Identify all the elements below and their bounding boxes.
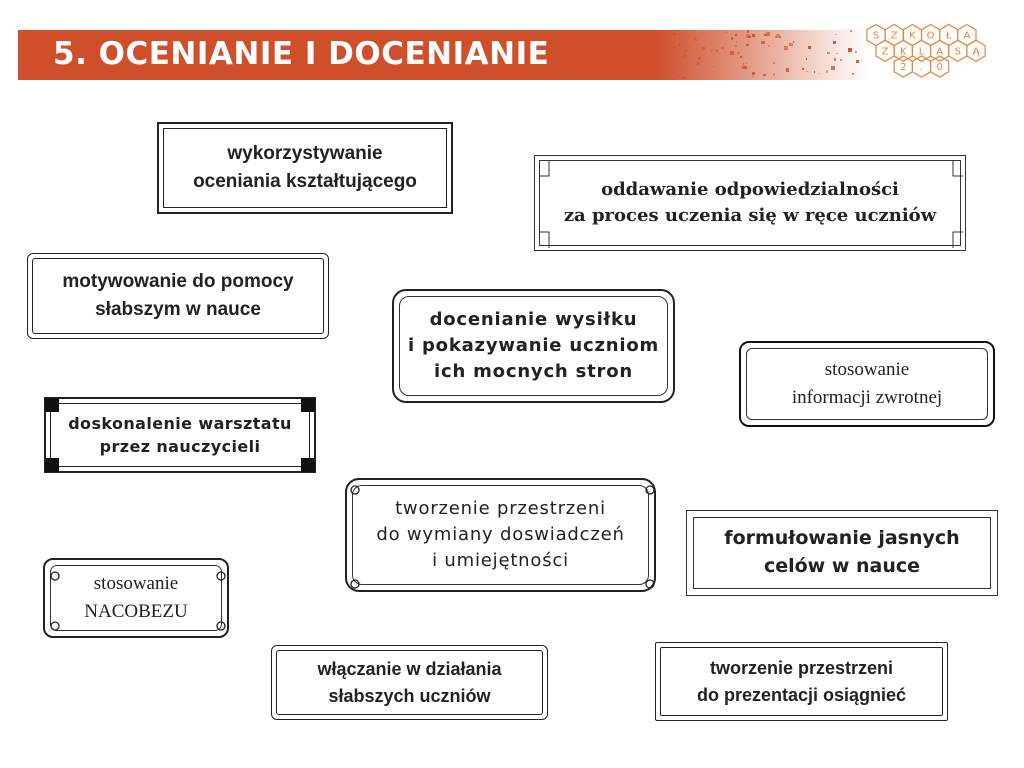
card-line: motywowanie do pomocy [62,271,294,293]
card-line: słabszym w nauce [95,299,261,320]
speck-decoration [747,30,749,32]
speck-decoration [678,43,680,45]
speck-decoration [736,41,737,42]
card-teacher-development [44,397,316,473]
speck-decoration [836,53,838,55]
card-nacobezu [43,558,229,638]
speck-decoration [735,45,737,47]
speck-decoration [834,58,836,60]
card-line: doskonalenie warsztatu [68,413,292,433]
card-line: stosowanie [824,359,910,381]
speck-decoration [855,51,857,53]
speck-decoration [840,59,842,61]
speck-decoration [848,48,852,52]
speck-decoration [773,62,775,64]
card-line: wykorzystywanie [227,143,383,165]
speck-decoration [763,74,766,77]
speck-decoration [742,66,745,69]
logo-letter: K [909,30,916,42]
card-line: i pokazywanie uczniom [407,334,660,356]
card-line: ich mocnych stron [434,361,633,383]
logo-letter: 2 [900,62,907,73]
speck-decoration [752,76,753,77]
card-feedback [739,341,995,427]
speck-decoration [697,62,700,65]
speck-decoration [684,49,687,52]
card-line: oceniania kształtującego [193,171,417,192]
card-responsibility [534,155,966,251]
speck-decoration [675,34,677,36]
logo-letter: 0 [936,62,943,73]
card-motivating-help [27,253,329,339]
card-line: tworzenie przestrzeni [709,658,894,679]
card-line: docenianie wysiłku [429,308,638,330]
speck-decoration [752,34,755,37]
speck-decoration [773,73,775,75]
speck-decoration [731,37,734,40]
speck-decoration [793,41,795,43]
speck-decoration [735,34,737,36]
card-line: do prezentacji osiągnieć [696,684,907,705]
speck-decoration [726,31,728,33]
speck-decoration [673,33,675,35]
card-line: informacji zwrotnej [791,387,943,408]
speck-decoration [784,46,788,50]
speck-decoration [806,58,807,59]
card-line: do wymiany doswiadczeń [376,523,625,545]
speck-decoration [856,60,859,63]
card-line: słabszych uczniów [328,685,491,706]
card-line: tworzenie przestrzeni [395,497,606,519]
card-line: celów w nauce [763,555,921,577]
speck-decoration [835,34,836,35]
card-line: NACOBEZU [84,601,188,622]
speck-decoration [850,30,852,32]
speck-decoration [852,73,854,75]
card-line: formułowanie jasnych [724,527,960,550]
speck-decoration [710,49,712,51]
speck-decoration [831,66,835,70]
card-line: włączanie w działania [317,659,502,680]
logo-letter: A [963,30,971,42]
speck-decoration [746,44,749,47]
speck-decoration [826,70,829,73]
speck-decoration [698,57,701,60]
logo-letter: A [936,46,944,58]
logo-letter: S [954,46,961,58]
logo-letter: Z [881,46,889,58]
card-presenting-achievements [655,642,948,721]
speck-decoration [673,46,676,49]
title-banner [18,30,868,80]
logo-letter: . [919,62,924,73]
speck-decoration [711,52,712,53]
speck-decoration [683,54,686,57]
speck-decoration [682,77,684,79]
speck-decoration [678,75,680,77]
speck-decoration [752,72,755,75]
card-line: stosowanie [93,573,179,595]
speck-decoration [730,51,734,55]
speck-decoration [808,46,810,48]
card-including-weaker-students [271,645,548,720]
speck-decoration [827,52,829,54]
szkola-z-klasa-logo [866,24,996,86]
speck-decoration [702,47,705,50]
speck-decoration [740,56,742,58]
speck-decoration [768,45,770,47]
speck-decoration [761,41,764,44]
speck-decoration [814,71,816,73]
card-line: za proces uczenia się w ręce uczniów [563,205,937,226]
speck-decoration [833,41,836,44]
card-clear-goals [686,510,998,596]
speck-decoration [738,52,739,53]
logo-letter: Ą [972,46,980,58]
card-line: oddawanie odpowiedzialności [601,178,899,200]
card-formative-assessment [157,122,453,214]
logo-letter: O [926,30,935,42]
speck-decoration [721,47,724,50]
speck-decoration [713,66,715,68]
speck-decoration [786,68,790,72]
card-line: i umiejętności [432,550,569,572]
speck-decoration [819,73,820,74]
logo-letter: S [872,30,880,42]
card-line: przez nauczycieli [99,437,261,456]
logo-letter: L [918,46,925,58]
speck-decoration [779,36,781,38]
speck-decoration [716,49,718,51]
logo-letter: Ł [945,30,952,42]
speck-decoration [789,43,792,46]
card-experience-exchange [345,478,656,592]
speck-decoration [746,63,747,64]
logo-letter: Z [890,30,898,42]
hexagon-logo-icon [866,24,996,86]
speck-decoration [802,68,804,70]
page-title: 5. OCENIANIE I DOCENIANIE [53,36,550,72]
speck-decoration [766,32,770,36]
speck-decoration [743,63,745,65]
speck-decoration [694,38,697,41]
card-appreciating-effort [392,289,675,403]
speck-decoration [746,34,749,37]
speck-decoration [806,71,807,72]
logo-letter: K [900,46,907,58]
